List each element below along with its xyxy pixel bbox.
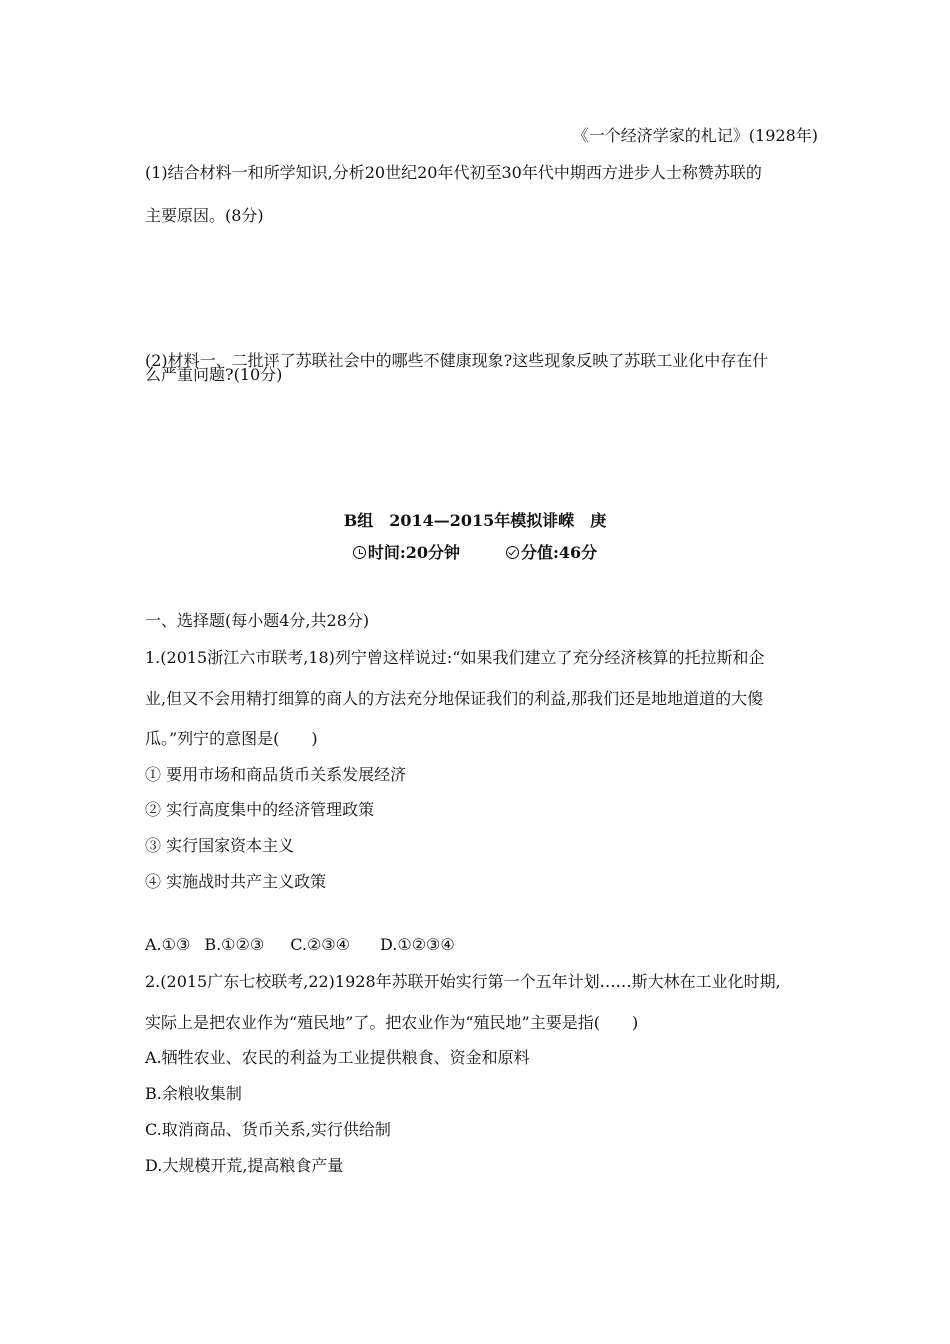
option-b[interactable]: B.余粮收集制	[145, 1084, 242, 1103]
mc-question-2-line2: 实际上是把农业作为“殖民地”了。把农业作为“殖民地”主要是指( )	[145, 1013, 639, 1032]
question-2-text-cont: 么严重问题?(10分)	[145, 365, 283, 384]
mc-question-1-line3: 瓜。”列宁的意图是( )	[145, 729, 318, 748]
option-d[interactable]: D.①②③④	[380, 935, 455, 954]
part-heading: 一、选择题(每小题4分,共28分)	[145, 611, 370, 630]
mc-question-2-line1: 2.(2015广东七校联考,22)1928年苏联开始实行第一个五年计划……斯大林在工业化时期,	[145, 972, 781, 991]
section-meta	[0, 543, 950, 563]
option-c[interactable]: C.取消商品、货币关系,实行供给制	[145, 1120, 391, 1139]
mc-question-1-line1: 1.(2015浙江六市联考,18)列宁曾这样说过:“如果我们建立了充分经济核算的托拉斯和企	[145, 648, 765, 667]
question-1-text: (1)结合材料一和所学知识,分析20世纪20年代初至30年代中期西方进步人士称赞苏联的	[145, 163, 762, 182]
option-b[interactable]: B.①②③	[204, 935, 265, 954]
option-d[interactable]: D.大规模开荒,提高粮食产量	[145, 1156, 344, 1175]
mc-question-1-options	[145, 935, 455, 955]
source-citation: 《一个经济学家的札记》(1928年)	[572, 126, 818, 145]
mc-question-1-line2: 业,但又不会用精打细算的商人的方法充分地保证我们的利益,那我们还是地地道道的大傻	[145, 689, 764, 708]
check-icon	[506, 546, 519, 559]
section-title: B组 2014—2015年模拟诽嵘 庚	[343, 511, 607, 530]
score-label: 分值:46分	[521, 543, 598, 562]
option-c[interactable]: C.②③④	[290, 935, 350, 954]
question-1-text-cont: 主要原因。(8分)	[145, 206, 264, 225]
clock-icon	[353, 546, 366, 559]
option-a[interactable]: A.牺牲农业、农民的利益为工业提供粮食、资金和原料	[145, 1048, 530, 1067]
option-a[interactable]: A.①③	[145, 935, 191, 954]
statement-item: ③ 实行国家资本主义	[145, 836, 295, 855]
time-label: 时间:20分钟	[367, 543, 460, 562]
question-2-text: (2)材料一、二批评了苏联社会中的哪些不健康现象?这些现象反映了苏联工业化中存在什	[145, 351, 769, 370]
statement-item: ② 实行高度集中的经济管理政策	[145, 800, 375, 819]
statement-item: ① 要用市场和商品货币关系发展经济	[145, 765, 407, 784]
statement-item: ④ 实施战时共产主义政策	[145, 872, 327, 891]
